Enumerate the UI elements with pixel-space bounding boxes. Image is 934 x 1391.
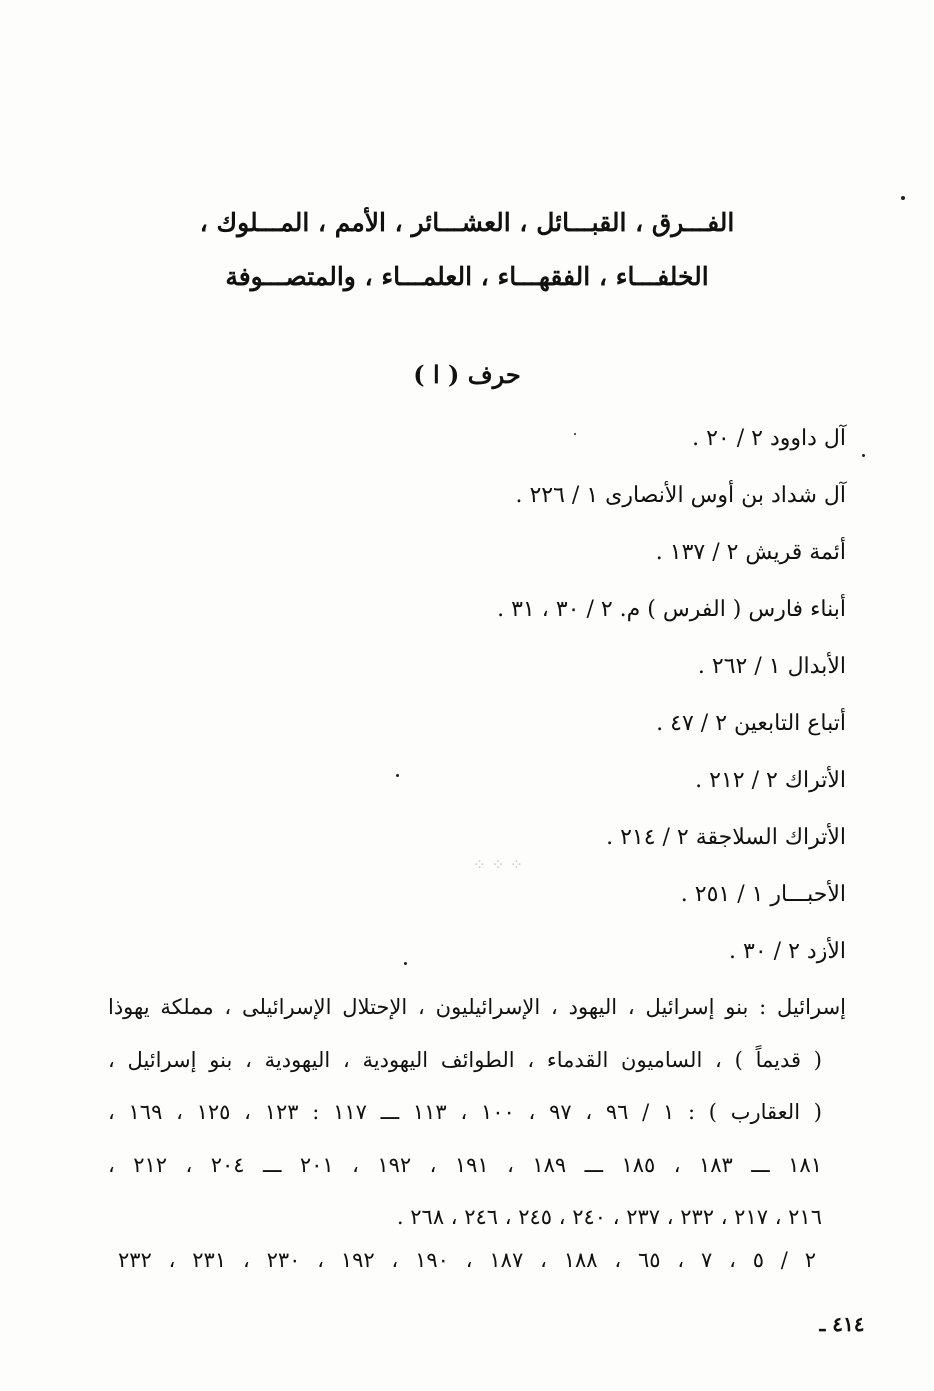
- print-speck: [404, 962, 407, 965]
- index-entry: الأزد ٢ / ٣٠ .: [729, 939, 846, 964]
- index-entry: آل شداد بن أوس الأنصارى ١ / ٢٢٦ .: [515, 483, 846, 508]
- index-entry-line: إسرائيل : بنو إسرائيل ، اليهود ، الإسرائيليون ، الإحتلال الإسرائيلى ، مملكة يهوذا: [108, 995, 846, 1019]
- index-entries: [100, 417, 846, 987]
- index-entry: أبناء فارس ( الفرس ) م. ٢ / ٣٠ ، ٣١ .: [497, 597, 846, 622]
- print-speck: [396, 774, 399, 777]
- index-heading-line-2: الخلفـــاء ، الفقهـــاء ، العلمـــاء ، والمتصـــوفة: [225, 262, 709, 291]
- print-speck: [574, 433, 576, 435]
- print-speck: [862, 454, 865, 457]
- index-entry: الأحبـــار ١ / ٢٥١ .: [680, 882, 846, 907]
- print-speck: [901, 196, 905, 200]
- index-entry: أئمة قريش ٢ / ١٣٧ .: [655, 540, 846, 565]
- index-heading-line-1: الفـــرق ، القبـــائل ، العشـــائر ، الأمم ، المـــلوك ،: [199, 208, 735, 237]
- paper-smudge: ⁘ ⁘ ⁘: [472, 855, 524, 874]
- index-entry: الأتراك السلاجقة ٢ / ٢١٤ .: [606, 825, 846, 850]
- index-entry-line: ( قديماً ) ، الساميون القدماء ، الطوائف اليهودية ، اليهودية ، بنو إسرائيل ،: [108, 1047, 822, 1072]
- index-entry: أتباع التابعين ٢ / ٤٧ .: [656, 711, 846, 736]
- page-number: ٤١٤ ـ: [819, 1312, 865, 1336]
- index-entry: الأتراك ٢ / ٢١٢ .: [695, 768, 846, 793]
- section-title: حرف ( ا ): [413, 360, 521, 389]
- index-entry-israel: [108, 985, 846, 1248]
- index-entry-line: ١٨١ ـــ ١٨٣ ، ١٨٥ ـــ ١٨٩ ، ١٩١ ، ١٩٢ ، ٢٠١ ـــ ٢٠٤ ، ٢١٢ ،: [108, 1152, 822, 1177]
- index-entry-continued: ٢ / ٥ ، ٧ ، ٦٥ ، ١٨٨ ، ١٨٧ ، ١٩٠ ، ١٩٢ ، ٢٣٠ ، ٢٣١ ، ٢٣٢: [118, 1248, 816, 1272]
- index-entry: آل داوود ٢ / ٢٠ .: [692, 426, 846, 451]
- index-entry-line: ٢١٦ ، ٢١٧ ، ٢٣٢ ، ٢٣٧ ، ٢٤٠ ، ٢٤٥ ، ٢٤٦ ، ٢٦٨ .: [396, 1205, 822, 1229]
- index-entry: الأبدال ١ / ٢٦٢ .: [697, 654, 846, 679]
- index-entry-line: ( العقارب ) : ١ / ٩٦ ، ٩٧ ، ١٠٠ ، ١١٣ ـــ ١١٧ : ١٢٣ ، ١٢٥ ، ١٦٩ ،: [108, 1100, 822, 1124]
